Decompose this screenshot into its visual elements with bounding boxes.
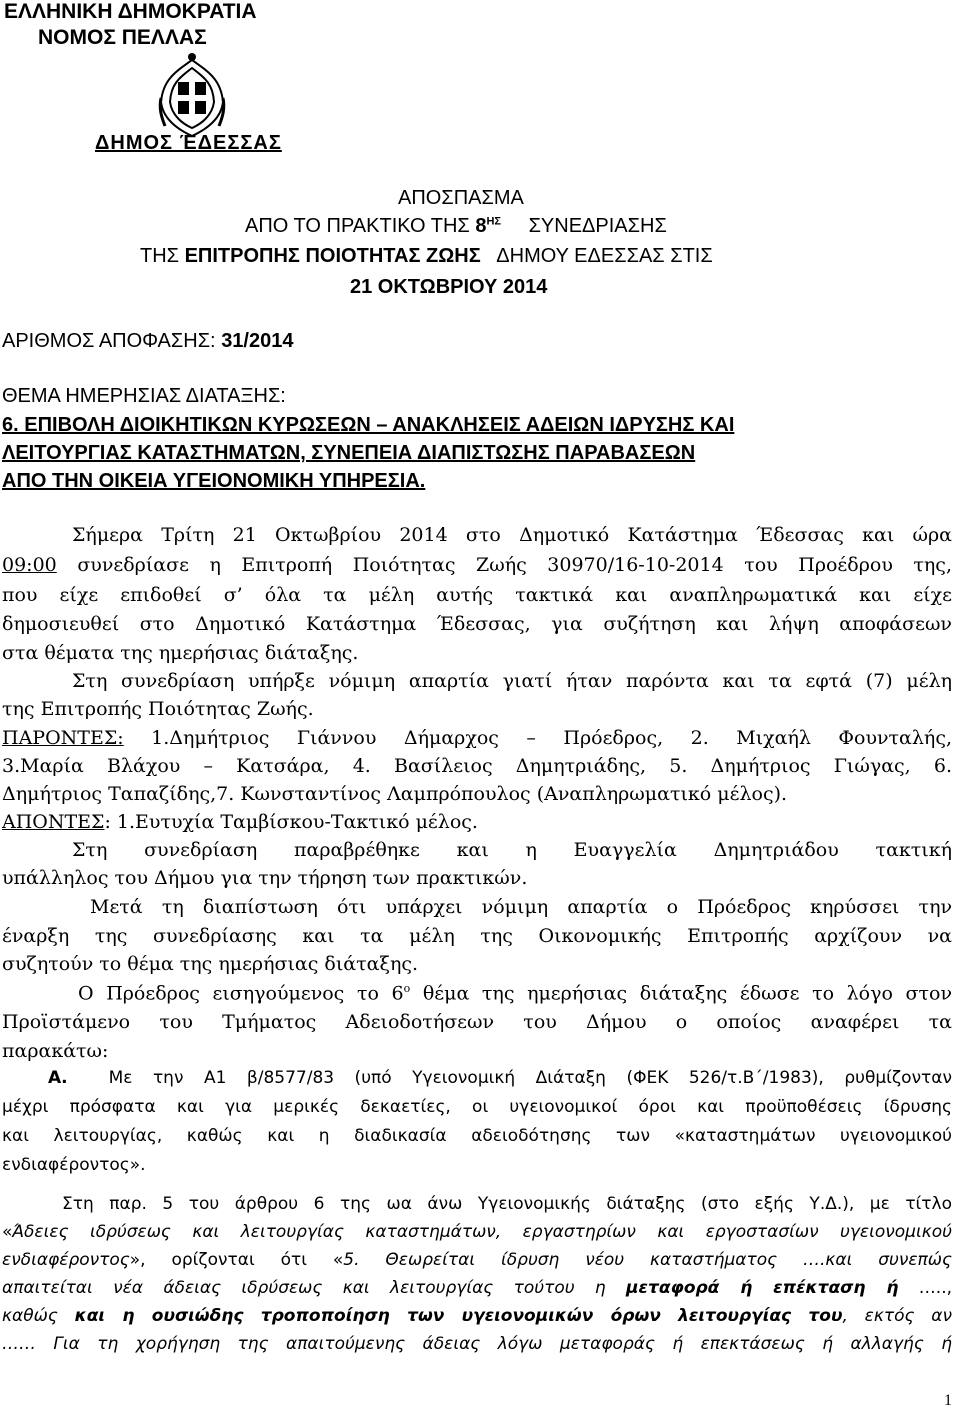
meeting-paragraph-line-5: στα θέματα της ημερήσιας διάταξης. <box>2 642 359 664</box>
meeting-paragraph-line-2: 09:00 συνεδρίασε η Επιτροπή Ποιότητας Ζωής 30970/16-10-2014 του Προέδρου της, <box>2 554 952 576</box>
opening-line-3: συζητούν το θέμα της ημερήσιας διάταξης. <box>2 953 419 975</box>
section-b-line-4: απαιτείται νέα άδειας ιδρύσεως και λειτουργίας τούτου η μεταφορά ή επέκταση ή ….., <box>2 1278 953 1298</box>
section-b-line-6: …… Για τη χορήγηση της απαιτούμενης άδειας λόγω μεταφοράς ή επεκτάσεως ή αλλαγής ή <box>2 1334 952 1354</box>
opening-line-2: έναρξη της συνεδρίασης και τα μέλη της Οικονομικής Επιτροπής αρχίζουν να <box>2 925 952 947</box>
quorum-line-1: Στη συνεδρίαση υπήρξε νόμιμη απαρτία γιατί ήταν παρόντα και τα εφτά (7) μέλη <box>72 670 952 692</box>
section-a-line-4: ενδιαφέροντος». <box>2 1155 146 1175</box>
section-b-line-2: «Άδειες ιδρύσεως και λειτουργίας καταστημάτων, εργαστηρίων και εργοστασίων υγειονομικού <box>2 1222 952 1242</box>
greek-coat-of-arms-emblem <box>155 52 229 138</box>
section-a-line-3: και λειτουργίας, καθώς και η διαδικασία αδειοδότησης των «καταστημάτων υγειονομικού <box>2 1126 952 1146</box>
secretary-line-2: υπάλληλος του Δήμου για την τήρηση των πρακτικών. <box>2 867 528 889</box>
republic-heading: ΕΛΛΗΝΙΚΗ ΔΗΜΟΚΡΑΤΙΑ <box>4 0 257 23</box>
page-number: 1 <box>944 1392 952 1409</box>
quorum-line-2: της Επιτροπής Ποιότητας Ζωής. <box>2 698 314 720</box>
absent-members-line: ΑΠΟΝΤΕΣ: 1.Ευτυχία Ταμβίσκου-Τακτικό μέλος. <box>2 811 478 833</box>
municipality-heading: ΔΗΜΟΣ ΈΔΕΣΣΑΣ <box>95 132 282 154</box>
agenda-subject-label: ΘΕΜΑ ΗΜΕΡΗΣΙΑΣ ΔΙΑΤΑΞΗΣ: <box>2 385 286 407</box>
opening-line-1: Μετά τη διαπίστωση ότι υπάρχει νόμιμη απαρτία ο Πρόεδρος κηρύσσει την <box>90 896 952 918</box>
agenda-subject-line-2: ΛΕΙΤΟΥΡΓΙΑΣ ΚΑΤΑΣΤΗΜΑΤΩΝ, ΣΥΝΕΠΕΙΑ ΔΙΑΠΙΣΤΩΣΗΣ ΠΑΡΑΒΑΣΕΩΝ <box>2 442 696 464</box>
chair-intro-line-2: Προϊστάμενο του Τμήματος Αδειοδοτήσεων του Δήμου ο οποίος αναφέρει τα <box>2 1011 952 1033</box>
present-members-line-2: 3.Μαρία Βλάχου – Κατσάρα, 4. Βασίλειος Δημητριάδης, 5. Δημήτριος Γιώγας, 6. <box>2 755 952 777</box>
prefecture-heading: ΝΟΜΟΣ ΠΕΛΛΑΣ <box>38 26 207 49</box>
chair-intro-line-1: Ο Πρόεδρος εισηγούμενος το $6^o$ θέμα της ημερήσιας διάταξης έδωσε το λόγο στον <box>78 982 952 1005</box>
present-members-line-3: Δημήτριος Ταπαζίδης,7. Κωνσταντίνος Λαμπρόπουλος (Αναπληρωματικό μέλος). <box>2 783 788 805</box>
committee-title-line: ΤΗΣ ΕΠΙΤΡΟΠΗΣ ΠΟΙΟΤΗΤΑΣ ΖΩΗΣ ΔΗΜΟΥ ΕΔΕΣΣΑΣ ΣΤΙΣ <box>140 245 713 267</box>
meeting-paragraph-line-1: Σήμερα Τρίτη 21 Οκτωβρίου 2014 στο Δημοτικό Κατάστημα Έδεσσας και ώρα <box>72 524 952 546</box>
section-b-line-1: Στη παρ. 5 του άρθρου 6 της ωα άνω Υγειονομικής διάταξης (στο εξής Υ.Δ.), με τίτλο <box>62 1194 952 1214</box>
secretary-line-1: Στη συνεδρίαση παραβρέθηκε και η Ευαγγελία Δημητριάδου τακτική <box>72 839 952 861</box>
section-a-line-1: Α. Με την Α1 β/8577/83 (υπό Υγειονομική Διάταξη (ΦΕΚ 526/τ.Β΄/1983), ρυθμίζονταν <box>48 1068 952 1088</box>
agenda-subject-line-3: ΑΠΟ ΤΗΝ ΟΙΚΕΙΑ ΥΓΕΙΟΝΟΜΙΚΗ ΥΠΗΡΕΣΙΑ. <box>2 470 426 492</box>
meeting-paragraph-line-3: που είχε επιδοθεί σ’ όλα τα μέλη αυτής τακτικά και αναπληρωματικά και είχε <box>2 584 952 606</box>
meeting-paragraph-line-4: δημοσιευθεί στο Δημοτικό Κατάστημα Έδεσσας, για συζήτηση και λήψη αποφάσεων <box>2 613 952 635</box>
agenda-subject-line-1: 6. ΕΠΙΒΟΛΗ ΔΙΟΙΚΗΤΙΚΩΝ ΚΥΡΩΣΕΩΝ – ΑΝΑΚΛΗΣΕΙΣ ΑΔΕΙΩΝ ΙΔΡΥΣΗΣ ΚΑΙ <box>2 414 735 436</box>
meeting-date: 21 ΟΚΤΩΒΡΙΟΥ 2014 <box>350 276 548 298</box>
extract-title: ΑΠΟΣΠΑΣΜΑ <box>398 187 524 209</box>
present-members-line-1: ΠΑΡΟΝΤΕΣ: 1.Δημήτριος Γιάννου Δήμαρχος – Πρόεδρος, 2. Μιχαήλ Φουνταλής, <box>2 727 952 749</box>
section-a-line-2: μέχρι πρόσφατα και για μερικές δεκαετίες, οι υγειονομικοί όροι και προϋποθέσεις ίδρυσης <box>2 1097 952 1117</box>
section-b-line-3: ενδιαφέροντος», ορίζονται ότι «5. Θεωρείται ίδρυση νέου καταστήματος ….και συνεπώς <box>2 1250 952 1270</box>
decision-number-line: ΑΡΙΘΜΟΣ ΑΠΟΦΑΣΗΣ: 31/2014 <box>2 330 294 352</box>
minutes-title-line: ΑΠΟ ΤΟ ΠΡΑΚΤΙΚΟ ΤΗΣ $8^{H\Sigma}$ ΣΥΝΕΔΡΙΑΣΗΣ <box>245 215 667 237</box>
section-b-line-5: καθώς και η ουσιώδης τροποποίηση των υγειονομικών όρων λειτουργίας του, εκτός αν <box>2 1306 952 1326</box>
chair-intro-line-3: παρακάτω: <box>2 1040 109 1062</box>
